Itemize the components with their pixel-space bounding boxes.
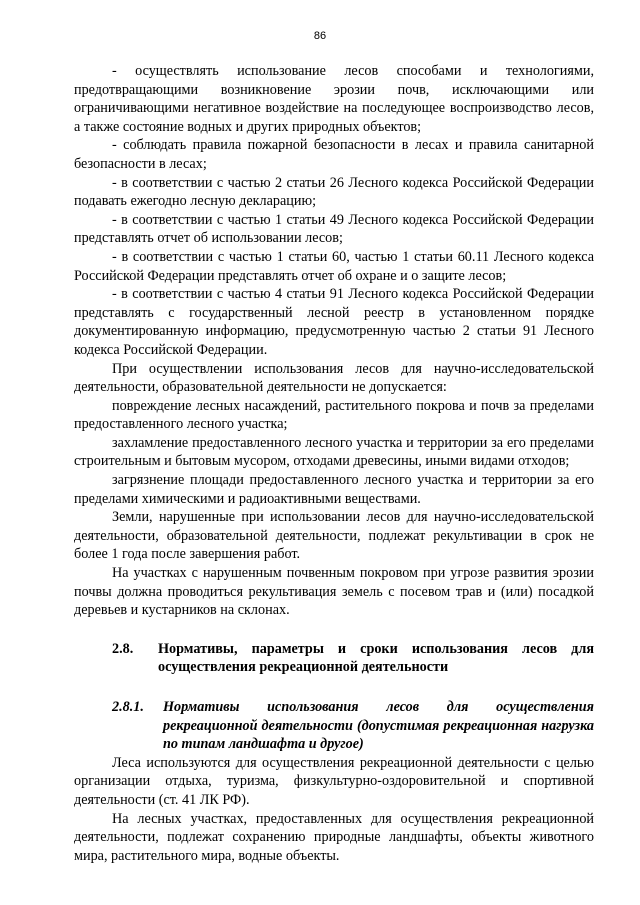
section-title: Нормативы, параметры и сроки использования лесов для осуществления рекреационной деятельности — [158, 640, 594, 676]
subsection-number: 2.8.1. — [112, 699, 144, 715]
obligation-item: - в соответствии с частью 2 статьи 26 Лесного кодекса Российской Федерации подавать ежегодно лесную декларацию; — [74, 174, 594, 210]
subsection-title: Нормативы использования лесов для осуществления рекреационной деятельности (допустимая рекреационная нагрузка по типам ландшафта и другое) — [163, 699, 594, 753]
obligation-item: - в соответствии с частью 1 статьи 49 Лесного кодекса Российской Федерации представлять отчет об использовании лесов; — [74, 211, 594, 247]
body-paragraph: На лесных участках, предоставленных для осуществления рекреационной деятельности, подлежат сохранению природные ландшафты, объекты животного мира, растительного мира, водные объекты. — [74, 810, 594, 864]
page-content — [74, 62, 594, 865]
prohibition-item: захламление предоставленного лесного участка и территории за его пределами строительным и бытовым мусором, отходами древесины, иными видами отходов; — [74, 434, 594, 470]
page-number: 86 — [313, 30, 327, 42]
obligation-item: - соблюдать правила пожарной безопасности в лесах и правила санитарной безопасности в лесах; — [74, 137, 594, 172]
prohibition-item: повреждение лесных насаждений, растительного покрова и почв за пределами предоставленного лесного участка; — [74, 397, 594, 433]
obligation-item: - осуществлять использование лесов способами и технологиями, предотвращающими возникновение эрозии почв, исключающими или ограничивающими негативное воздействие на последующее воспроизводство лесов, а также состояние водных и других природных объектов; — [74, 63, 594, 135]
section-number: 2.8. — [112, 640, 134, 657]
body-paragraph: Земли, нарушенные при использовании лесов для научно-исследовательской деятельности, образовательной деятельности, подлежат рекультивации в срок не более 1 года после завершения работ. — [74, 509, 594, 563]
subsection-heading — [74, 698, 594, 754]
body-paragraph: На участках с нарушенным почвенным покровом при угрозе развития эрозии почвы должна проводиться рекультивация земель с посевом трав и (или) посадкой деревьев и кустарников на склонах. — [74, 565, 594, 619]
section-heading — [74, 640, 594, 677]
prohibition-item: загрязнение площади предоставленного лесного участка и территории за его пределами химическими и радиоактивными веществами. — [74, 472, 594, 507]
body-paragraph: Леса используются для осуществления рекреационной деятельности с целью организации отдыха, туризма, физкультурно-оздоровительной и спортивной деятельности (ст. 41 ЛК РФ). — [74, 754, 594, 808]
obligation-item: - в соответствии с частью 4 статьи 91 Лесного кодекса Российской Федерации представлять с государственный лесной реестр в установленном порядке документированную информацию, предусмотренную частью 2 статьи 91 Лесного кодекса Российской Федерации. — [74, 286, 594, 358]
obligation-item: - в соответствии с частью 1 статьи 60, частью 1 статьи 60.11 Лесного кодекса Российской Федерации представлять отчет об охране и о защите лесов; — [74, 248, 594, 284]
body-paragraph: При осуществлении использования лесов для научно-исследовательской деятельности, образовательной деятельности не допускается: — [74, 360, 594, 396]
